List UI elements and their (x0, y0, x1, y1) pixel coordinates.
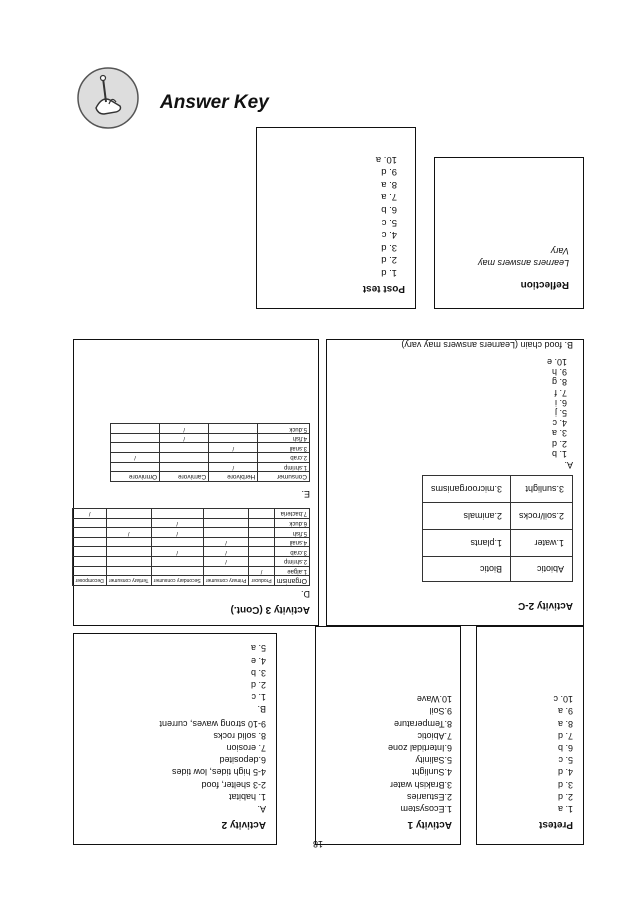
label-b: B. (257, 704, 266, 715)
table-header: Carnivore (160, 472, 209, 482)
logo-icon (76, 66, 140, 130)
activity-1-box (315, 626, 461, 845)
table-row: 2.soil/rocks 2.animals (422, 503, 572, 530)
list-item: 10. e (546, 356, 567, 367)
label-b: B. food chain (Learners answers may vary) (401, 339, 573, 350)
list-item: 1. b (551, 448, 567, 459)
list-item: 6. b (381, 204, 397, 216)
activity-2-list-b (84, 642, 266, 703)
reflection-box (434, 157, 584, 309)
list-item: 3. d (381, 241, 397, 253)
activity-3-cont-title: Activity 3 (Cont.) (230, 604, 310, 615)
table-row: 6.duck / (73, 518, 310, 528)
activity-1-list (324, 693, 452, 815)
page-title: Answer Key (160, 92, 269, 113)
table-header: Consumer (258, 472, 310, 482)
list-item: 2. d (250, 679, 266, 690)
post-test-list (267, 152, 397, 278)
list-item: 2.Estuaries (406, 791, 452, 802)
list-item: 10. a (375, 153, 397, 165)
table-header: Secondary consumer (151, 576, 203, 586)
activity-2c-title: Activity 2-C (517, 600, 573, 611)
list-item: 2. d (551, 438, 567, 449)
list-item: 8. a (381, 178, 397, 190)
table-header: Decomposer (73, 576, 106, 586)
list-item: 6.Intertidal zone (387, 742, 452, 753)
list-item: 7. d (557, 730, 573, 741)
list-item: 1.Ecosystem (400, 804, 452, 814)
list-item: 9.Soil (429, 706, 452, 717)
list-item: 8. g (551, 377, 567, 388)
table-row: 2.crab / (111, 453, 310, 463)
list-item: 2-3 shelter, food (201, 779, 266, 790)
list-item: 5.Salinity (415, 755, 452, 766)
list-item: 3. b (250, 667, 266, 678)
activity-3-cont-box (73, 339, 319, 626)
organism-table (72, 508, 310, 586)
pretest-box (476, 626, 584, 845)
list-item: 1. c (251, 692, 266, 703)
label-e: E. (301, 489, 310, 500)
list-item: 7.Abiotic (417, 730, 452, 741)
activity-2c-list (337, 357, 567, 459)
table-header: Herbivore (209, 472, 258, 482)
activity-2-list-a (84, 717, 266, 802)
list-item: 8.Temperature (393, 718, 452, 729)
table-row: 3.crab / / (73, 547, 310, 557)
list-item: 2. d (557, 791, 573, 802)
table-row: 3.snail / (111, 443, 310, 453)
list-item: 9-10 strong waves, current (159, 718, 266, 729)
table-header: Producer (249, 576, 274, 586)
table-header: Tertiary consumer (106, 576, 151, 586)
list-item: 1. habitat (228, 791, 266, 802)
list-item: 7. a (381, 191, 397, 203)
list-item: 6. i (554, 397, 567, 408)
list-item: 9. d (381, 166, 397, 178)
table-header: Biotic (422, 557, 510, 582)
post-test-title: Post test (362, 283, 405, 294)
abiotic-biotic-table (422, 475, 573, 582)
list-item: 4. d (557, 767, 573, 778)
activity-2-box (73, 633, 277, 845)
list-item: 8. a (557, 718, 573, 729)
table-row: 1.algae / (73, 566, 310, 576)
table-row: 3.sunlight 3.microorganisms (422, 476, 572, 503)
list-item: 10. c (553, 694, 573, 705)
table-row: 5.fish / / (73, 528, 310, 538)
list-item: 9. h (551, 367, 567, 378)
activity-2-title: Activity 2 (221, 819, 266, 830)
pretest-list (487, 693, 573, 815)
list-item: 5. c (381, 216, 397, 228)
label-a: A. (564, 460, 573, 470)
reflection-text: Learners answers may Vary (477, 245, 569, 268)
table-row: 1.shrimp / (111, 462, 310, 472)
reflection-title: Reflection (520, 279, 569, 290)
activity-2c-box (326, 339, 584, 626)
list-item: 4. c (381, 229, 397, 241)
table-header: Primary consumer (203, 576, 249, 586)
list-item: 7. erosion (226, 742, 266, 753)
list-item: 4.Sunlight (411, 767, 452, 778)
table-header: Abiotic (510, 557, 572, 582)
list-item: 6.deposited (219, 755, 266, 766)
table-row: 4.snail / (73, 537, 310, 547)
table-row: 5.duck / (111, 424, 310, 434)
list-item: 5. c (558, 755, 573, 766)
page-number: 18 (313, 839, 324, 849)
list-item: 7. f (554, 387, 567, 398)
list-item: 9. a (557, 706, 573, 717)
list-item: 4. c (552, 418, 567, 429)
table-header: Organism (274, 576, 309, 586)
consumer-table (110, 423, 310, 482)
label-d: D. (301, 589, 310, 599)
list-item: 4-5 high tides, low tides (171, 767, 266, 778)
list-item: 4. e (250, 655, 266, 666)
pretest-title: Pretest (539, 819, 573, 830)
table-header: Omnivore (111, 472, 160, 482)
list-item: 1. a (557, 804, 573, 814)
post-test-box (256, 127, 416, 309)
list-item: 8. solid rocks (213, 730, 266, 741)
list-item: 6. b (557, 742, 573, 753)
table-row: 7.bacteria / (73, 509, 310, 519)
table-row: 1.water 1.plants (422, 530, 572, 557)
table-row: 2.shrimp / (73, 557, 310, 567)
label-a: A. (257, 804, 266, 814)
list-item: 1. d (381, 267, 397, 278)
list-item: 2. d (381, 254, 397, 266)
list-item: 3.Brakish water (389, 779, 452, 790)
list-item: 5. j (554, 407, 567, 418)
list-item: 10.Wave (416, 694, 452, 705)
list-item: 3. a (551, 428, 567, 439)
list-item: 5. a (250, 643, 266, 654)
activity-1-title: Activity 1 (407, 819, 452, 830)
list-item: 3. d (557, 779, 573, 790)
table-row: 4.fish / (111, 433, 310, 443)
